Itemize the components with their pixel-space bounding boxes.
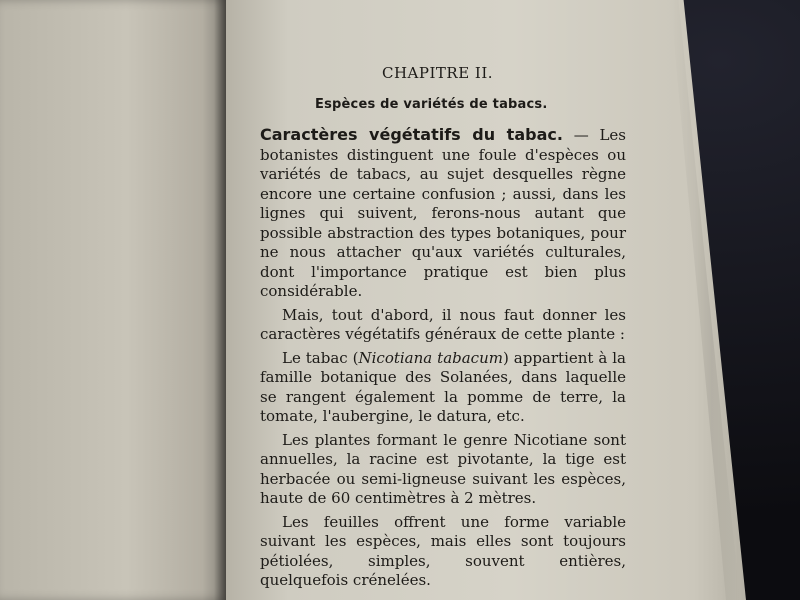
paragraph-4 [260,431,626,509]
paragraph-3 [260,349,626,427]
paragraph-text-after: ) appartient à la famille botanique des Solanées, dans laquelle se rangent également la pomme de terre, la tomate, l'aubergine, le datura, etc. [260,348,626,425]
paragraph-text: Mais, tout d'abord, il nous faut donner les caractères végétatifs généraux de cette plante : [260,305,626,343]
paragraph-2 [260,306,626,345]
paragraph-text: Les plantes formant le genre Nicotiane sont annuelles, la racine est pivotante, la tige est herbacée ou semi-ligneuse suivant les espèces, haute de 60 centimètres à 2 mètres. [260,430,626,507]
paragraph-lead: Caractères végétatifs du tabac. [260,125,563,144]
paragraph-text: — Les botanistes distinguent une foule d'espèces ou variétés de tabacs, au sujet desquelles règne encore une certaine confusion ; aussi, dans les lignes qui suivent, ferons-nous autant que possible abstraction des types botaniques, pour ne nous attacher qu'aux variétés culturales, dont l'importance pratique est bien plus considérable. [260,126,627,300]
page-text [240,0,640,600]
chapter-heading: CHAPITRE II. [382,64,494,82]
paragraph-text: Les feuilles offrent une forme variable suivant les espèces, mais elles sont toujours pétiolées, simples, souvent entières, quelquefois crénelées. [260,512,626,589]
section-title: Espèces de variétés de tabacs. [315,97,548,112]
latin-name: Nicotiana tabacum [358,348,503,367]
paragraph-1 [260,125,626,302]
body-text [260,125,626,595]
paragraph-5 [260,513,626,591]
paragraph-text-before: Le tabac ( [282,348,359,367]
left-page [0,0,230,600]
